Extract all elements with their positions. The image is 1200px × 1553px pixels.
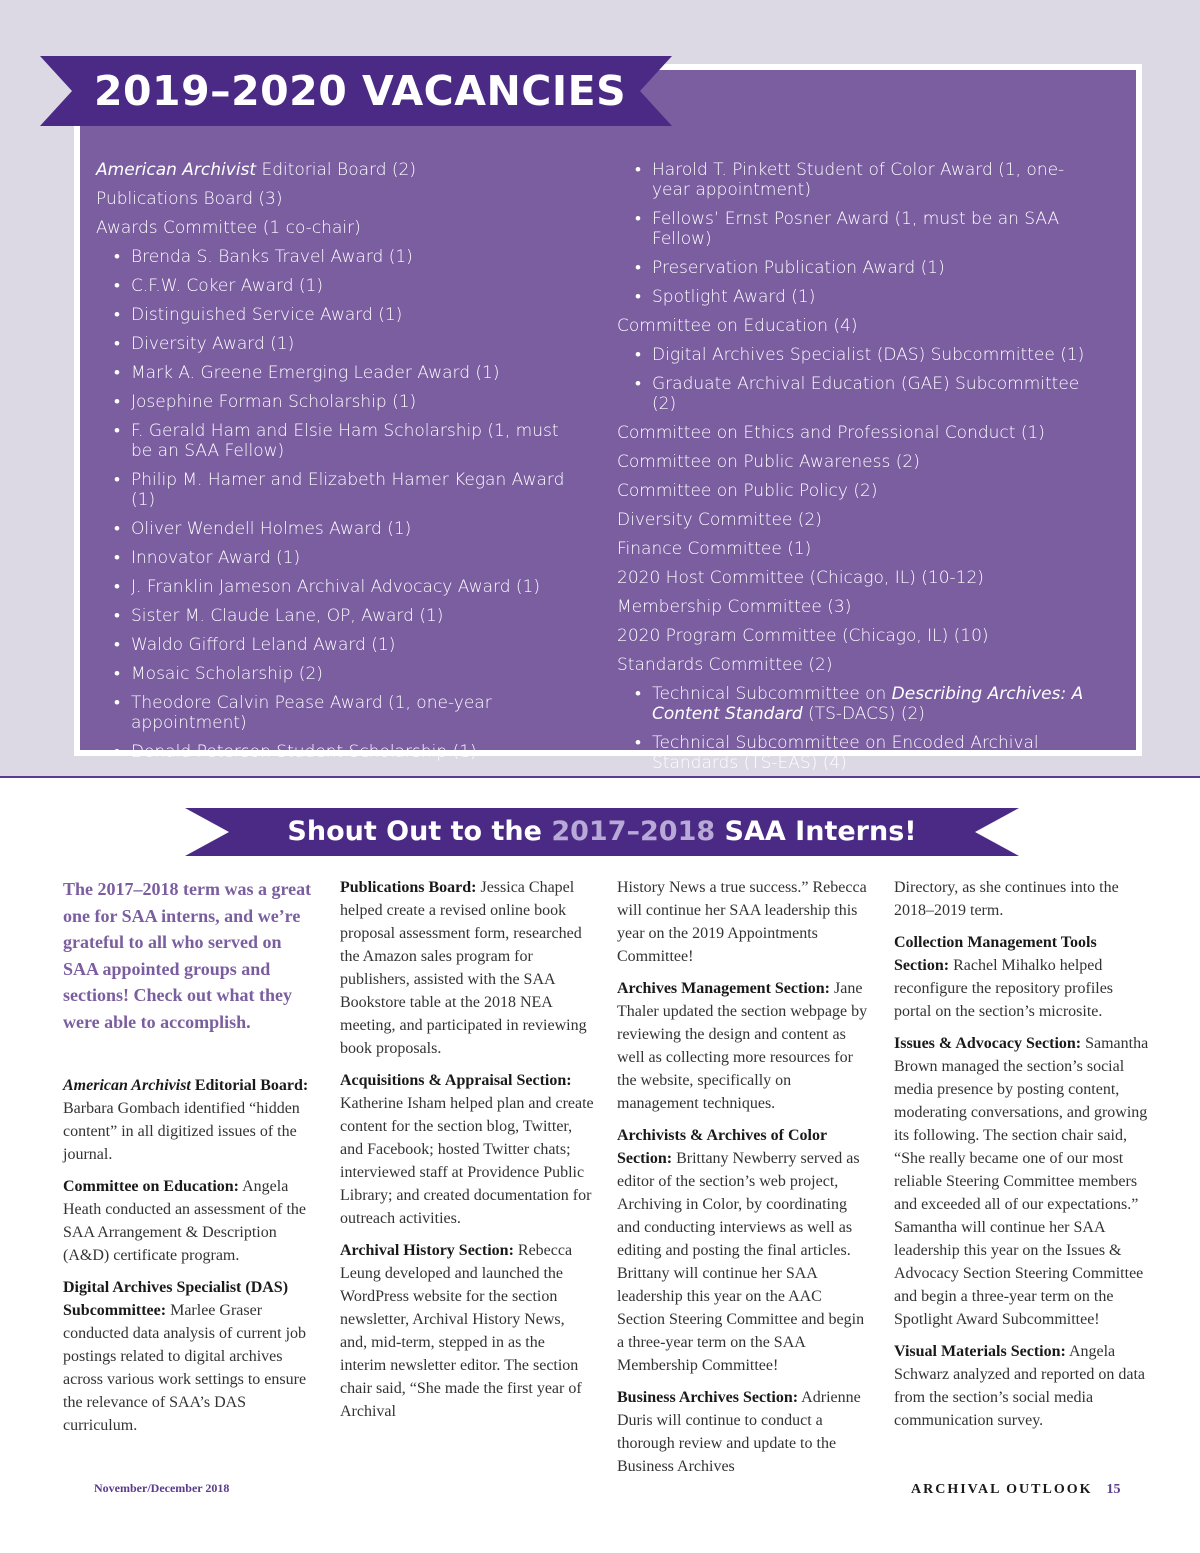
vacancy-text: Publications Board (3)	[96, 189, 283, 209]
vacancy-item	[617, 316, 1087, 336]
entry-body: Adrienne Duris will continue to conduct a thorough review and update to the Business Archives	[617, 1389, 861, 1475]
vacancy-text: Digital Archives Specialist (DAS) Subcommittee (1)	[652, 345, 1085, 365]
vacancy-text: Distinguished Service Award (1)	[131, 305, 403, 325]
vacancy-item	[617, 539, 1087, 559]
vacancy-text: 2020 Program Committee (Chicago, IL) (10)	[617, 626, 989, 646]
vacancy-item	[617, 568, 1087, 588]
vacancy-subitem	[617, 258, 1087, 278]
entry-heading-italic: American Archivist	[63, 1076, 191, 1094]
intern-entry	[894, 1340, 1149, 1432]
vacancy-text: Fellows’ Ernst Posner Award (1, must be an SAA Fellow)	[652, 209, 1060, 249]
vacancy-text: Awards Committee (1 co-chair)	[96, 218, 361, 238]
entry-heading-text: Editorial Board:	[190, 1076, 309, 1094]
entry-heading	[617, 980, 830, 997]
intern-entry	[894, 931, 1149, 1023]
vacancy-text: Committee on Public Awareness (2)	[617, 452, 920, 472]
intern-entry	[340, 1239, 595, 1423]
entry-body: Angela Schwarz analyzed and reported on data from the section’s social media communication survey.	[894, 1343, 1145, 1429]
vacancy-item	[96, 218, 576, 238]
entry-heading-text: Visual Materials Section:	[894, 1343, 1066, 1360]
vacancy-text: 2020 Host Committee (Chicago, IL) (10-12)	[617, 568, 984, 588]
column-1-entries	[63, 1074, 318, 1437]
intern-entry	[894, 876, 1149, 922]
vacancy-item	[617, 626, 1087, 646]
vacancy-text: Diversity Committee (2)	[617, 510, 822, 530]
intern-entry	[340, 1069, 595, 1230]
vacancy-text: Sister M. Claude Lane, OP, Award (1)	[131, 606, 444, 626]
vacancy-item	[617, 510, 1087, 530]
vacancy-item	[96, 160, 576, 180]
entry-body: Rachel Mihalko helped reconfigure the repository profiles portal on the section’s microsite.	[894, 957, 1114, 1020]
vacancy-text: Committee on Ethics and Professional Conduct (1)	[617, 423, 1045, 443]
footer-issue-date: November/December 2018	[94, 1481, 230, 1495]
intro-text: The 2017–2018 term was a great one for SAA interns, and we’re grateful to all who served on SAA appointed groups and sections! Check out what they were able to accomplish.	[63, 879, 312, 1032]
entry-body: Directory, as she continues into the 2018–2019 term.	[894, 879, 1119, 919]
entry-heading-text: Digital Archives Specialist (DAS) Subcommittee:	[63, 1278, 289, 1319]
vacancy-item	[617, 452, 1087, 472]
vacancy-item	[617, 655, 1087, 675]
vacancy-text: Donald Peterson Student Scholarship (1)	[131, 742, 477, 762]
vacancy-item	[96, 189, 576, 209]
vacancy-text: Brenda S. Banks Travel Award (1)	[131, 247, 413, 267]
vacancy-text: Graduate Archival Education (GAE) Subcommittee (2)	[652, 374, 1080, 414]
article-column-4	[894, 876, 1149, 1441]
vacancy-text: Diversity Award (1)	[131, 334, 295, 354]
intern-entry	[617, 1124, 872, 1377]
vacancy-subitem	[96, 392, 576, 412]
vacancy-subitem	[96, 664, 576, 684]
vacancy-text: Standards Committee (2)	[617, 655, 833, 675]
vacancy-subitem	[96, 334, 576, 354]
vacancies-left-list	[96, 160, 576, 771]
vacancies-right-list	[617, 160, 1087, 782]
vacancy-subitem	[617, 345, 1087, 365]
entry-heading	[617, 1389, 798, 1406]
entry-body: Brittany Newberry served as editor of the section’s web project, Archiving in Color, by coordinating and conducting interviews as well as editing and posting the final articles. Brittany will continue her SAA leadership this year on the AAC Section Steering Committee and begin a three-year term on the SAA Membership Committee!	[617, 1150, 865, 1374]
vacancy-text: Technical Subcommittee on Encoded Archival Standards (TS-EAS) (4)	[652, 733, 1039, 773]
entry-heading	[340, 1242, 514, 1259]
article-column-1	[63, 876, 318, 1446]
vacancy-text: Mosaic Scholarship (2)	[131, 664, 323, 684]
shoutout-title	[185, 808, 1019, 856]
entry-body: Samantha Brown managed the section’s social media presence by posting content, moderating conversations, and growing its following. The section chair said, “She really became one of our most reliable Steering Committee members and exceeded all of our expectations.” Samantha will continue her SAA leadership this year on the Issues & Advocacy Section Steering Committee and begin a three-year term on the Spotlight Award Subcommittee!	[894, 1035, 1149, 1328]
vacancy-subitem	[96, 548, 576, 568]
publication-name: ARCHIVAL OUTLOOK	[911, 1482, 1093, 1497]
intern-entry	[617, 1386, 872, 1478]
vacancy-text: Harold T. Pinkett Student of Color Award (1, one-year appointment)	[652, 160, 1065, 200]
article-column-2	[340, 876, 595, 1432]
vacancy-text: Theodore Calvin Pease Award (1, one-year appointment)	[131, 693, 492, 733]
vacancy-subitem	[96, 470, 576, 510]
entry-body: Katherine Isham helped plan and create content for the section blog, Twitter, and Facebook; hosted Twitter chats; interviewed staff at Providence Public Library; and created documentation for outreach activities.	[340, 1095, 594, 1227]
vacancies-title: 2019–2020 VACANCIES	[94, 67, 627, 115]
entry-body: Angela Heath conducted an assessment of the SAA Arrangement & Description (A&D) certificate program.	[63, 1177, 307, 1264]
vacancy-item	[617, 481, 1087, 501]
vacancy-subitem	[96, 276, 576, 296]
shoutout-title-years: 2017–2018	[551, 816, 716, 847]
entry-heading-text: Archival History Section:	[340, 1242, 514, 1259]
vacancy-item	[617, 423, 1087, 443]
vacancy-subitem	[96, 519, 576, 539]
entry-heading	[340, 879, 476, 896]
intern-entry	[63, 1074, 318, 1166]
vacancy-subitem	[96, 693, 576, 733]
vacancy-text: Editorial Board (2)	[256, 160, 416, 180]
vacancy-text: Josephine Forman Scholarship (1)	[131, 392, 417, 412]
vacancy-item	[617, 597, 1087, 617]
vacancy-text: Membership Committee (3)	[617, 597, 852, 617]
entry-body: Rebecca Leung developed and launched the WordPress website for the section newsletter, Archival History News, and, mid-term, stepped in as the interim newsletter editor. The section chair said, “She made the first year of Archival	[340, 1242, 582, 1420]
vacancy-subitem	[96, 247, 576, 267]
intern-entry	[340, 876, 595, 1060]
entry-heading-text: Archives Management Section:	[617, 980, 830, 997]
entry-heading-text: Business Archives Section:	[617, 1389, 799, 1406]
entry-heading	[894, 1035, 1081, 1052]
entry-heading-text: Acquisitions & Appraisal Section:	[340, 1072, 572, 1089]
entry-heading	[894, 1343, 1066, 1360]
vacancy-italic-title: Describing Archives: A Content Standard	[652, 684, 1084, 724]
vacancy-italic-title: American Archivist	[96, 160, 257, 180]
intern-entry	[617, 977, 872, 1115]
vacancy-subitem	[96, 421, 576, 461]
vacancy-subitem	[96, 606, 576, 626]
entry-body: Jessica Chapel helped create a revised online book proposal assessment form, researched the Amazon sales program for publishers, assisted with the SAA Bookstore table at the 2018 NEA meeting, and participated in reviewing book proposals.	[340, 879, 587, 1057]
entry-heading-text: Archivists & Archives of Color Section:	[617, 1127, 827, 1167]
vacancy-text: (TS-DACS) (2)	[802, 704, 925, 724]
footer-publication	[911, 1482, 1121, 1498]
vacancy-text: F. Gerald Ham and Elsie Ham Scholarship (1, must be an SAA Fellow)	[131, 421, 559, 461]
page-number: 15	[1106, 1482, 1121, 1497]
vacancy-subitem	[617, 160, 1087, 200]
vacancy-text: C.F.W. Coker Award (1)	[131, 276, 323, 296]
vacancy-subitem	[96, 742, 576, 762]
vacancy-subitem	[96, 305, 576, 325]
vacancy-text: Spotlight Award (1)	[652, 287, 816, 307]
vacancy-subitem	[96, 577, 576, 597]
entry-body: Marlee Graser conducted data analysis of current job postings related to digital archives across various work settings to ensure the relevance of SAA’s DAS curriculum.	[63, 1301, 307, 1434]
vacancy-text: Mark A. Greene Emerging Leader Award (1)	[131, 363, 500, 383]
entry-heading-text: Issues & Advocacy Section:	[894, 1035, 1082, 1052]
vacancy-subitem	[96, 635, 576, 655]
intern-entry	[63, 1276, 318, 1437]
entry-heading-text: Collection Management Tools Section:	[894, 934, 1097, 974]
vacancy-subitem	[617, 209, 1087, 249]
vacancy-subitem	[617, 684, 1087, 724]
vacancy-text: Waldo Gifford Leland Award (1)	[131, 635, 396, 655]
vacancy-text: Oliver Wendell Holmes Award (1)	[131, 519, 412, 539]
vacancy-subitem	[617, 374, 1087, 414]
entry-heading	[340, 1072, 572, 1089]
entry-body: History News a true success.” Rebecca will continue her SAA leadership this year on the 2019 Appointments Committee!	[617, 879, 867, 965]
entry-body: Jane Thaler updated the section webpage by reviewing the design and content as well as collecting more resources for the website, specifically on management techniques.	[617, 980, 868, 1112]
vacancy-text: Committee on Public Policy (2)	[617, 481, 878, 501]
vacancy-text: Preservation Publication Award (1)	[652, 258, 945, 278]
entry-heading	[63, 1178, 239, 1195]
entry-heading-text: Publications Board:	[340, 879, 477, 896]
intern-entry	[63, 1175, 318, 1267]
vacancy-subitem	[96, 363, 576, 383]
vacancy-text: Innovator Award (1)	[131, 548, 301, 568]
entry-body: Barbara Gombach identified “hidden content” in all digitized issues of the journal.	[63, 1099, 300, 1163]
intern-entry	[617, 876, 872, 968]
article-column-3	[617, 876, 872, 1487]
intern-entry	[894, 1032, 1149, 1331]
shoutout-title-post: SAA Interns!	[715, 816, 917, 847]
entry-heading	[63, 1077, 308, 1094]
vacancy-text: Committee on Education (4)	[617, 316, 858, 336]
vacancy-text: J. Franklin Jameson Archival Advocacy Award (1)	[131, 577, 540, 597]
vacancy-subitem	[617, 287, 1087, 307]
vacancy-text: Technical Subcommittee on	[652, 684, 892, 704]
vacancy-text: Philip M. Hamer and Elizabeth Hamer Kegan Award (1)	[131, 470, 565, 510]
entry-heading-text: Committee on Education:	[63, 1177, 239, 1195]
vacancy-text: Finance Committee (1)	[617, 539, 812, 559]
shoutout-title-pre: Shout Out to the	[287, 816, 552, 847]
vacancy-subitem	[617, 733, 1087, 773]
